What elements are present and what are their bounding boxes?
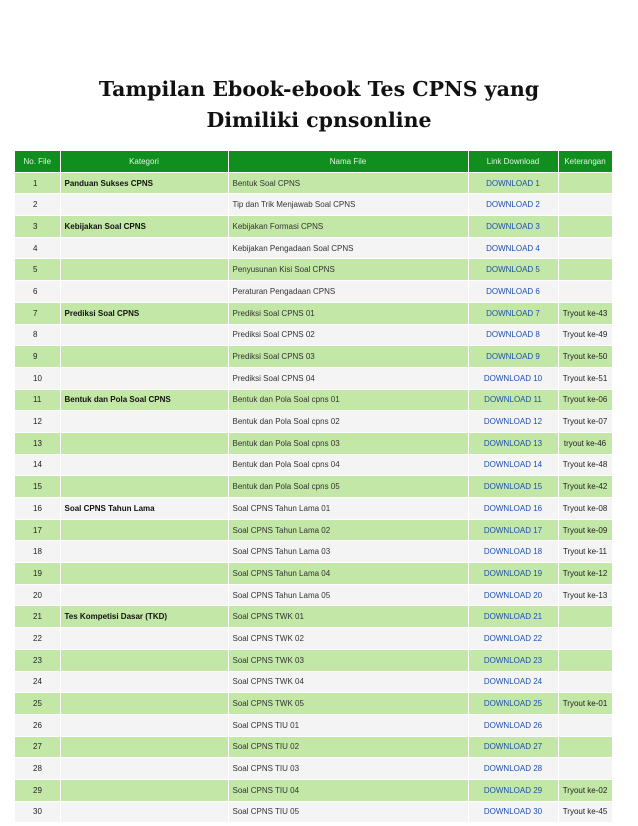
cell-keterangan xyxy=(558,281,612,303)
cell-kategori xyxy=(60,736,228,758)
cell-kategori xyxy=(60,671,228,693)
cell-kategori xyxy=(60,584,228,606)
cell-nama-file: Tip dan Trik Menjawab Soal CPNS xyxy=(228,194,468,216)
cell-nama-file: Bentuk dan Pola Soal cpns 05 xyxy=(228,476,468,498)
header-no-file: No. File xyxy=(15,151,60,172)
cell-no-file: 3 xyxy=(15,216,60,238)
table-row xyxy=(15,367,612,389)
cell-nama-file: Soal CPNS TWK 05 xyxy=(228,693,468,715)
download-link[interactable]: DOWNLOAD 14 xyxy=(468,454,558,476)
cell-kategori: Tes Kompetisi Dasar (TKD) xyxy=(60,606,228,628)
download-link[interactable]: DOWNLOAD 26 xyxy=(468,714,558,736)
cell-no-file: 7 xyxy=(15,302,60,324)
cell-kategori xyxy=(60,628,228,650)
download-link[interactable]: DOWNLOAD 30 xyxy=(468,801,558,823)
cell-keterangan: Tryout ke-43 xyxy=(558,302,612,324)
cell-nama-file: Soal CPNS Tahun Lama 05 xyxy=(228,584,468,606)
cell-nama-file: Soal CPNS TWK 03 xyxy=(228,649,468,671)
table-row xyxy=(15,302,612,324)
cell-nama-file: Prediksi Soal CPNS 01 xyxy=(228,302,468,324)
cell-no-file: 22 xyxy=(15,628,60,650)
cell-nama-file: Prediksi Soal CPNS 04 xyxy=(228,367,468,389)
cell-no-file: 23 xyxy=(15,649,60,671)
title-line-2: Dimiliki cpnsonline xyxy=(206,108,432,132)
table-row xyxy=(15,736,612,758)
download-link[interactable]: DOWNLOAD 1 xyxy=(468,172,558,194)
table-row xyxy=(15,671,612,693)
cell-keterangan: Tryout ke-50 xyxy=(558,346,612,368)
cell-keterangan: tryout ke-46 xyxy=(558,432,612,454)
table-row xyxy=(15,758,612,780)
cell-kategori xyxy=(60,281,228,303)
cell-no-file: 27 xyxy=(15,736,60,758)
cell-no-file: 13 xyxy=(15,432,60,454)
table-row xyxy=(15,237,612,259)
cell-kategori xyxy=(60,693,228,715)
cell-keterangan xyxy=(558,237,612,259)
download-link[interactable]: DOWNLOAD 21 xyxy=(468,606,558,628)
cell-nama-file: Bentuk dan Pola Soal cpns 03 xyxy=(228,432,468,454)
cell-no-file: 4 xyxy=(15,237,60,259)
cell-keterangan: Tryout ke-42 xyxy=(558,476,612,498)
cell-no-file: 24 xyxy=(15,671,60,693)
cell-keterangan xyxy=(558,194,612,216)
cell-kategori xyxy=(60,541,228,563)
cell-keterangan: Tryout ke-09 xyxy=(558,519,612,541)
table-row xyxy=(15,519,612,541)
download-link[interactable]: DOWNLOAD 12 xyxy=(468,411,558,433)
download-link[interactable]: DOWNLOAD 8 xyxy=(468,324,558,346)
table-row xyxy=(15,541,612,563)
cell-nama-file: Peraturan Pengadaan CPNS xyxy=(228,281,468,303)
download-link[interactable]: DOWNLOAD 23 xyxy=(468,649,558,671)
header-link-download: Link Download xyxy=(468,151,558,172)
download-link[interactable]: DOWNLOAD 2 xyxy=(468,194,558,216)
cell-kategori xyxy=(60,432,228,454)
cell-keterangan xyxy=(558,649,612,671)
cell-nama-file: Soal CPNS Tahun Lama 02 xyxy=(228,519,468,541)
document-title xyxy=(0,74,638,136)
cell-no-file: 15 xyxy=(15,476,60,498)
download-link[interactable]: DOWNLOAD 13 xyxy=(468,432,558,454)
download-link[interactable]: DOWNLOAD 24 xyxy=(468,671,558,693)
cell-nama-file: Bentuk Soal CPNS xyxy=(228,172,468,194)
cell-keterangan: Tryout ke-51 xyxy=(558,367,612,389)
cell-keterangan xyxy=(558,758,612,780)
table-header-row xyxy=(15,151,612,172)
cell-no-file: 16 xyxy=(15,498,60,520)
cell-kategori xyxy=(60,411,228,433)
cell-kategori xyxy=(60,367,228,389)
cell-kategori xyxy=(60,194,228,216)
cell-no-file: 9 xyxy=(15,346,60,368)
cell-nama-file: Soal CPNS TIU 01 xyxy=(228,714,468,736)
table-row xyxy=(15,346,612,368)
table-row xyxy=(15,584,612,606)
cell-kategori xyxy=(60,758,228,780)
cell-keterangan xyxy=(558,628,612,650)
cell-kategori xyxy=(60,519,228,541)
cell-kategori: Kebijakan Soal CPNS xyxy=(60,216,228,238)
cell-nama-file: Kebijakan Formasi CPNS xyxy=(228,216,468,238)
cell-nama-file: Soal CPNS TIU 02 xyxy=(228,736,468,758)
cell-keterangan: Tryout ke-49 xyxy=(558,324,612,346)
cell-no-file: 12 xyxy=(15,411,60,433)
cell-kategori: Soal CPNS Tahun Lama xyxy=(60,498,228,520)
cell-keterangan xyxy=(558,736,612,758)
table-row xyxy=(15,216,612,238)
cell-no-file: 29 xyxy=(15,779,60,801)
cell-nama-file: Soal CPNS TIU 04 xyxy=(228,779,468,801)
cell-no-file: 14 xyxy=(15,454,60,476)
table-row xyxy=(15,714,612,736)
table-row xyxy=(15,411,612,433)
table-row xyxy=(15,779,612,801)
table-row xyxy=(15,389,612,411)
cell-kategori xyxy=(60,476,228,498)
cell-no-file: 26 xyxy=(15,714,60,736)
cell-nama-file: Prediksi Soal CPNS 03 xyxy=(228,346,468,368)
download-link[interactable]: DOWNLOAD 11 xyxy=(468,389,558,411)
cell-keterangan: Tryout ke-11 xyxy=(558,541,612,563)
table-row xyxy=(15,606,612,628)
cell-nama-file: Bentuk dan Pola Soal cpns 01 xyxy=(228,389,468,411)
cell-kategori xyxy=(60,454,228,476)
cell-kategori xyxy=(60,563,228,585)
download-link[interactable]: DOWNLOAD 22 xyxy=(468,628,558,650)
cell-kategori xyxy=(60,801,228,823)
cell-no-file: 25 xyxy=(15,693,60,715)
cell-nama-file: Prediksi Soal CPNS 02 xyxy=(228,324,468,346)
cell-kategori xyxy=(60,714,228,736)
download-link[interactable]: DOWNLOAD 19 xyxy=(468,563,558,585)
cell-no-file: 19 xyxy=(15,563,60,585)
cell-no-file: 2 xyxy=(15,194,60,216)
table-row xyxy=(15,259,612,281)
cell-kategori xyxy=(60,259,228,281)
download-link[interactable]: DOWNLOAD 5 xyxy=(468,259,558,281)
cell-no-file: 6 xyxy=(15,281,60,303)
ebook-table xyxy=(15,151,613,823)
download-link[interactable]: DOWNLOAD 4 xyxy=(468,237,558,259)
cell-keterangan: Tryout ke-12 xyxy=(558,563,612,585)
download-link[interactable]: DOWNLOAD 20 xyxy=(468,584,558,606)
table-row xyxy=(15,432,612,454)
cell-kategori: Bentuk dan Pola Soal CPNS xyxy=(60,389,228,411)
cell-keterangan: Tryout ke-01 xyxy=(558,693,612,715)
cell-nama-file: Soal CPNS Tahun Lama 03 xyxy=(228,541,468,563)
cell-no-file: 8 xyxy=(15,324,60,346)
cell-nama-file: Kebijakan Pengadaan Soal CPNS xyxy=(228,237,468,259)
cell-keterangan: Tryout ke-06 xyxy=(558,389,612,411)
cell-kategori xyxy=(60,346,228,368)
table-row xyxy=(15,172,612,194)
cell-kategori xyxy=(60,324,228,346)
table-row xyxy=(15,476,612,498)
cell-no-file: 5 xyxy=(15,259,60,281)
cell-no-file: 11 xyxy=(15,389,60,411)
cell-nama-file: Bentuk dan Pola Soal cpns 04 xyxy=(228,454,468,476)
cell-no-file: 21 xyxy=(15,606,60,628)
table-row xyxy=(15,454,612,476)
header-kategori: Kategori xyxy=(60,151,228,172)
cell-keterangan xyxy=(558,606,612,628)
download-link[interactable]: DOWNLOAD 6 xyxy=(468,281,558,303)
cell-nama-file: Soal CPNS TIU 03 xyxy=(228,758,468,780)
table-row xyxy=(15,563,612,585)
table-row xyxy=(15,324,612,346)
table-body xyxy=(15,172,612,823)
download-link[interactable]: DOWNLOAD 29 xyxy=(468,779,558,801)
table-row xyxy=(15,281,612,303)
cell-no-file: 20 xyxy=(15,584,60,606)
table-row xyxy=(15,649,612,671)
cell-keterangan xyxy=(558,216,612,238)
cell-keterangan: Tryout ke-48 xyxy=(558,454,612,476)
cell-keterangan xyxy=(558,714,612,736)
title-line-1: Tampilan Ebook-ebook Tes CPNS yang xyxy=(98,77,540,101)
header-keterangan: Keterangan xyxy=(558,151,612,172)
cell-nama-file: Soal CPNS TWK 01 xyxy=(228,606,468,628)
cell-nama-file: Penyusunan Kisi Soal CPNS xyxy=(228,259,468,281)
cell-no-file: 1 xyxy=(15,172,60,194)
cell-keterangan: Tryout ke-07 xyxy=(558,411,612,433)
cell-kategori xyxy=(60,649,228,671)
cell-kategori: Prediksi Soal CPNS xyxy=(60,302,228,324)
table-row xyxy=(15,801,612,823)
download-link[interactable]: DOWNLOAD 18 xyxy=(468,541,558,563)
cell-nama-file: Bentuk dan Pola Soal cpns 02 xyxy=(228,411,468,433)
cell-kategori xyxy=(60,779,228,801)
cell-kategori xyxy=(60,237,228,259)
download-link[interactable]: DOWNLOAD 7 xyxy=(468,302,558,324)
download-link[interactable]: DOWNLOAD 9 xyxy=(468,346,558,368)
cell-no-file: 10 xyxy=(15,367,60,389)
cell-nama-file: Soal CPNS TWK 02 xyxy=(228,628,468,650)
cell-keterangan: Tryout ke-45 xyxy=(558,801,612,823)
cell-keterangan: Tryout ke-02 xyxy=(558,779,612,801)
header-nama-file: Nama File xyxy=(228,151,468,172)
cell-keterangan xyxy=(558,671,612,693)
cell-keterangan: Tryout ke-08 xyxy=(558,498,612,520)
cell-nama-file: Soal CPNS Tahun Lama 04 xyxy=(228,563,468,585)
cell-nama-file: Soal CPNS Tahun Lama 01 xyxy=(228,498,468,520)
download-link[interactable]: DOWNLOAD 3 xyxy=(468,216,558,238)
download-link[interactable]: DOWNLOAD 28 xyxy=(468,758,558,780)
cell-no-file: 30 xyxy=(15,801,60,823)
table-row xyxy=(15,498,612,520)
cell-kategori: Panduan Sukses CPNS xyxy=(60,172,228,194)
download-link[interactable]: DOWNLOAD 27 xyxy=(468,736,558,758)
cell-keterangan xyxy=(558,259,612,281)
cell-no-file: 28 xyxy=(15,758,60,780)
cell-no-file: 18 xyxy=(15,541,60,563)
cell-nama-file: Soal CPNS TWK 04 xyxy=(228,671,468,693)
cell-keterangan xyxy=(558,172,612,194)
table-row xyxy=(15,628,612,650)
table-row xyxy=(15,693,612,715)
cell-no-file: 17 xyxy=(15,519,60,541)
download-link[interactable]: DOWNLOAD 17 xyxy=(468,519,558,541)
cell-keterangan: Tryout ke-13 xyxy=(558,584,612,606)
download-link[interactable]: DOWNLOAD 15 xyxy=(468,476,558,498)
download-link[interactable]: DOWNLOAD 10 xyxy=(468,367,558,389)
download-link[interactable]: DOWNLOAD 16 xyxy=(468,498,558,520)
cell-nama-file: Soal CPNS TIU 05 xyxy=(228,801,468,823)
download-link[interactable]: DOWNLOAD 25 xyxy=(468,693,558,715)
table-row xyxy=(15,194,612,216)
